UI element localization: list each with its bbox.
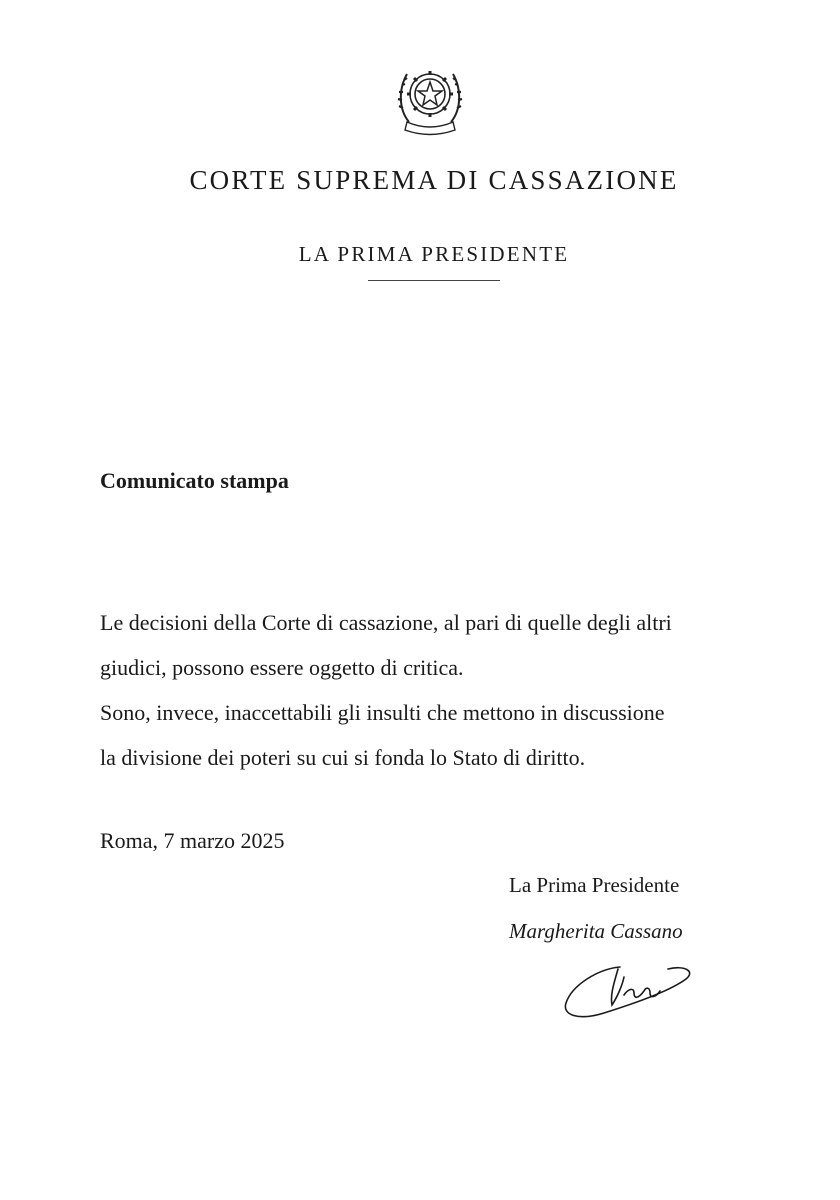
republic-emblem-icon [395,60,465,138]
place-date: Roma, 7 marzo 2025 [100,828,285,853]
body-line: Le decisioni della Corte di cassazione, al pari di quelle degli altri [100,610,672,635]
court-name: CORTE SUPREMA DI CASSAZIONE [189,165,679,195]
body-line: la divisione dei poteri su cui si fonda lo Stato di diritto. [100,745,586,770]
document-title: Comunicato stampa [100,468,289,493]
press-release-body [100,600,750,780]
page-subtitle: LA PRIMA PRESIDENTE [298,242,570,266]
body-line: Sono, invece, inaccettabili gli insulti che mettono in discussione [100,700,665,725]
header-divider [368,280,500,281]
body-line: giudici, possono essere oggetto di critica. [100,655,464,680]
handwritten-signature [558,955,698,1030]
signatory-name: Margherita Cassano [509,919,683,943]
signatory-title: La Prima Presidente [509,873,680,897]
